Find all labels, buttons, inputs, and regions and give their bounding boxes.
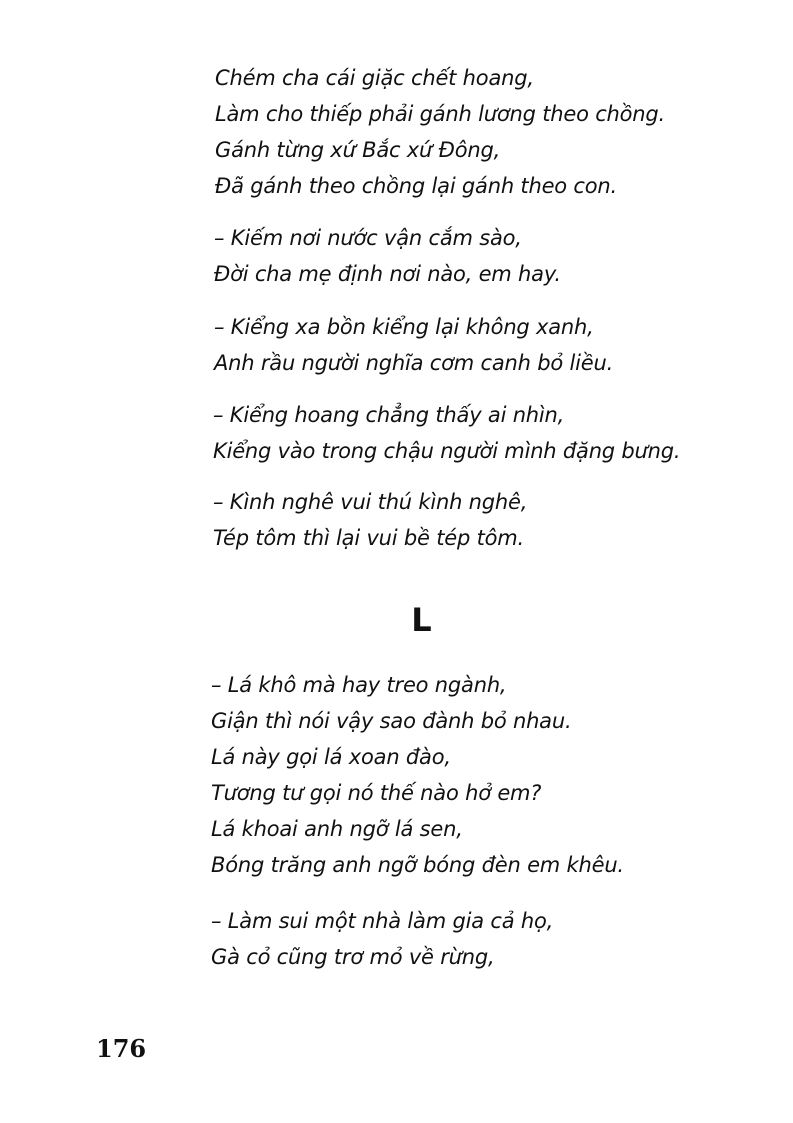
verse-line: – Kiểng xa bồn kiểng lại không xanh, (214, 315, 594, 339)
section-heading: L (411, 601, 432, 639)
stanza (211, 903, 553, 975)
verse-line: Tép tôm thì lại vui bề tép tôm. (213, 526, 524, 550)
verse-line: – Làm sui một nhà làm gia cả họ, (211, 909, 554, 933)
stanza (215, 60, 665, 204)
verse-line: Lá này gọi lá xoan đào, (211, 745, 451, 769)
verse-line: Anh rầu người nghĩa cơm canh bỏ liều. (214, 351, 614, 375)
stanza (214, 309, 613, 381)
page-number: 176 (96, 1034, 147, 1063)
verse-line: – Kiểng hoang chẳng thấy ai nhìn, (213, 403, 565, 427)
verse-line: – Kình nghê vui thú kình nghê, (213, 490, 528, 514)
verse-line: Kiểng vào trong chậu người mình đặng bưng. (213, 439, 681, 463)
verse-line: Bóng trăng anh ngỡ bóng đèn em khêu. (211, 853, 624, 877)
verse-line: – Lá khô mà hay treo ngành, (211, 673, 507, 697)
verse-line: Đã gánh theo chồng lại gánh theo con. (215, 174, 617, 198)
verse-line: Tương tư gọi nó thế nào hở em? (211, 781, 542, 805)
stanza (213, 397, 680, 469)
verse-line: Lá khoai anh ngỡ lá sen, (211, 817, 463, 841)
verse-line: Gà cỏ cũng trơ mỏ về rừng, (211, 945, 495, 969)
verse-line: – Kiếm nơi nước vận cắm sào, (214, 226, 522, 250)
verse-line: Gánh từng xứ Bắc xứ Đông, (215, 138, 501, 162)
stanza (214, 220, 561, 292)
verse-line: Giận thì nói vậy sao đành bỏ nhau. (211, 709, 572, 733)
verse-line: Chém cha cái giặc chết hoang, (215, 66, 534, 90)
stanza (211, 667, 624, 883)
stanza (213, 484, 527, 556)
verse-line: Đời cha mẹ định nơi nào, em hay. (214, 262, 561, 286)
verse-line: Làm cho thiếp phải gánh lương theo chồng. (215, 102, 666, 126)
